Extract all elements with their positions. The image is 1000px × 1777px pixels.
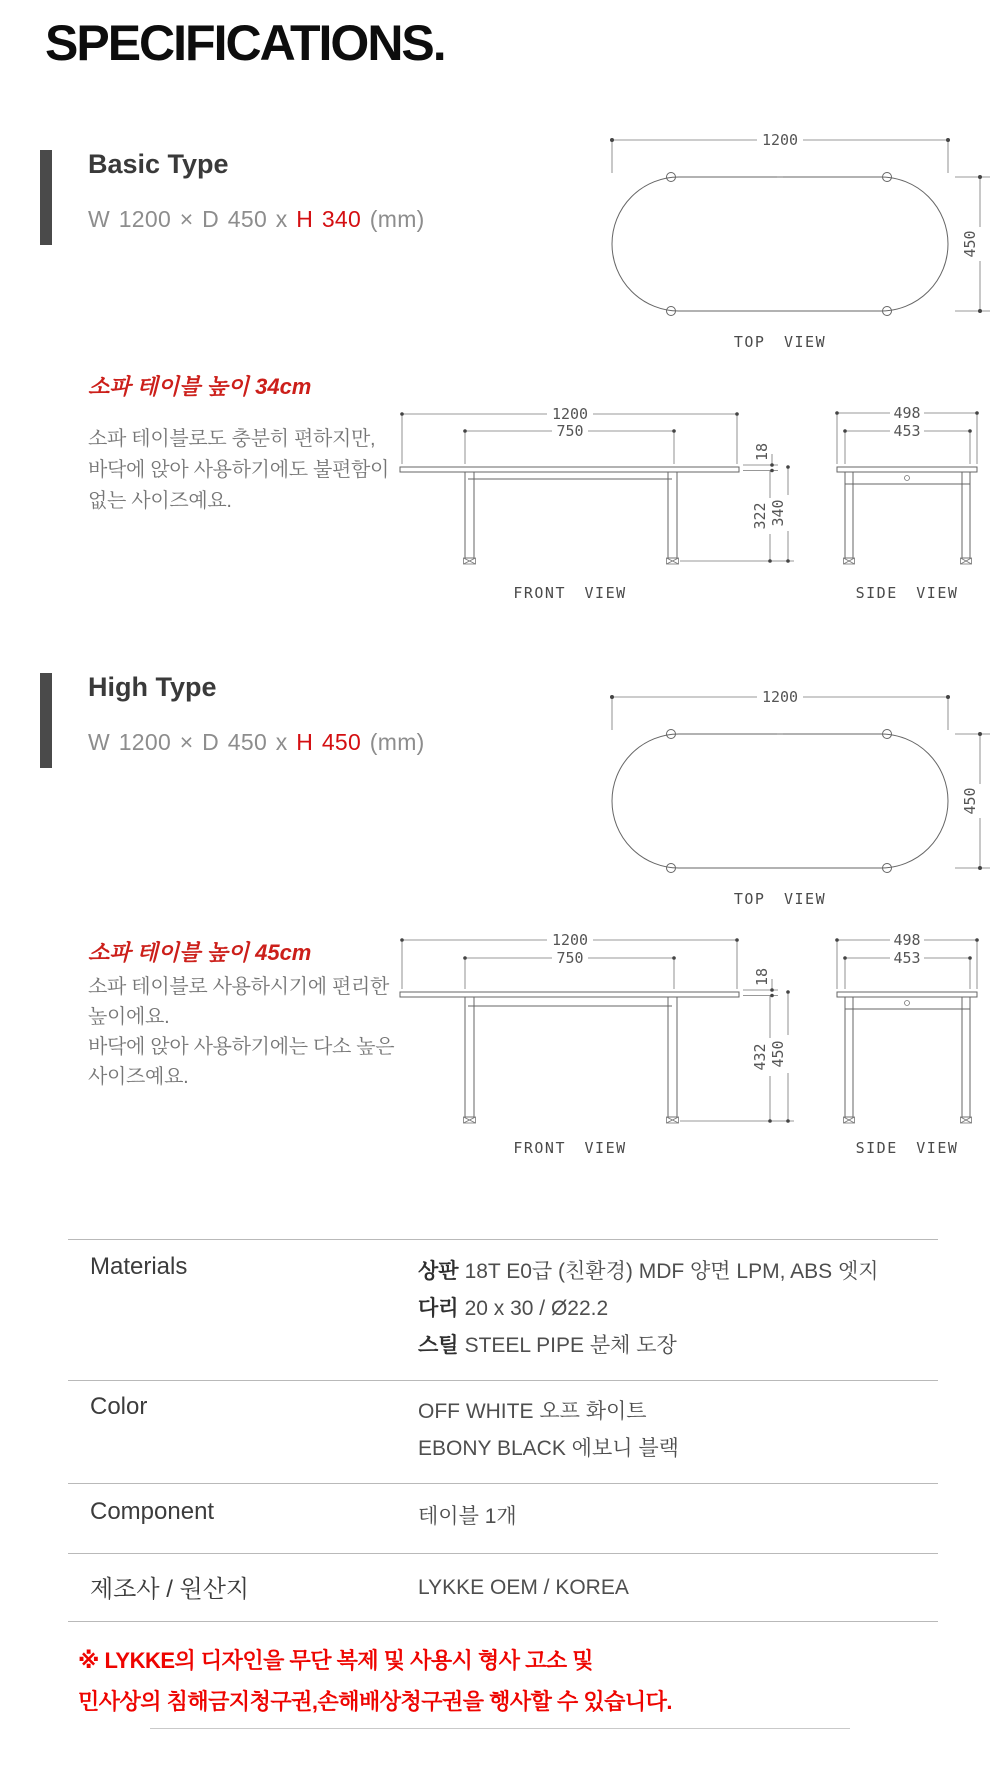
value-line: OFF WHITE 오프 화이트 <box>418 1400 647 1423</box>
table-row-component <box>68 1483 938 1553</box>
row-value <box>418 1569 938 1621</box>
value-line: 스틸 STEEL PIPE 분체 도장 <box>418 1334 677 1357</box>
high-type-accent-bar <box>40 673 52 768</box>
basic-note-title: 소파 테이블 높이 34cm <box>88 374 312 399</box>
high-front-legheight-dim: 432 <box>751 1043 769 1071</box>
high-side-view-drawing <box>820 925 1000 1165</box>
basic-height-highlight: H 340 <box>296 206 362 232</box>
high-front-view-label: FRONT VIEW <box>513 1139 627 1157</box>
basic-front-top-thickness-dim: 18 <box>753 442 771 462</box>
table-row-color <box>68 1380 938 1483</box>
high-side-depth-dim: 498 <box>893 931 921 949</box>
high-front-top-thickness-dim: 18 <box>753 967 771 987</box>
basic-top-view-drawing <box>535 115 1000 365</box>
high-top-view-drawing <box>535 672 1000 922</box>
basic-top-depth-dim: 450 <box>961 230 979 258</box>
basic-front-width-dim: 1200 <box>551 405 589 423</box>
high-top-width-dim: 1200 <box>761 688 799 706</box>
high-front-legspan-dim: 750 <box>556 949 584 967</box>
basic-side-view-drawing <box>820 400 1000 610</box>
value-line: EBONY BLACK 에보니 블랙 <box>418 1437 679 1460</box>
spec-table <box>68 1239 938 1622</box>
row-value <box>418 1253 938 1380</box>
basic-front-view-drawing <box>380 400 800 610</box>
high-front-view-drawing <box>380 925 800 1165</box>
row-value <box>418 1498 938 1553</box>
copyright-warning: ※ LYKKE의 디자인을 무단 복제 및 사용시 형사 고소 및 민사상의 침해금지청구권,손해배상청구권을 행사할 수 있습니다. <box>78 1648 672 1714</box>
high-type-dimensions: W 1200 × D 450 x H 450 (mm) <box>88 729 425 755</box>
value-line: 다리 20 x 30 / Ø22.2 <box>418 1297 609 1320</box>
high-type-heading: High Type <box>88 672 217 702</box>
basic-front-totalheight-dim: 340 <box>769 499 787 527</box>
high-side-legspan-dim: 453 <box>893 949 921 967</box>
basic-type-heading: Basic Type <box>88 149 229 179</box>
row-label: Materials <box>90 1253 188 1280</box>
high-top-depth-dim: 450 <box>961 787 979 815</box>
high-side-view-label: SIDE VIEW <box>855 1139 959 1157</box>
row-label: Color <box>90 1393 148 1420</box>
basic-side-depth-dim: 498 <box>893 404 921 422</box>
basic-front-legheight-dim: 322 <box>751 502 769 530</box>
high-note-body: 소파 테이블로 사용하시기에 편리한 높이에요. 바닥에 앉아 사용하기에는 다소 높은 사이즈예요. <box>88 976 395 1088</box>
high-front-width-dim: 1200 <box>551 931 589 949</box>
basic-front-legspan-dim: 750 <box>556 422 584 440</box>
row-label: 제조사 / 원산지 <box>90 1576 250 1603</box>
value-line: 상판 18T E0급 (친환경) MDF 양면 LPM, ABS 엣지 <box>418 1260 879 1283</box>
high-front-totalheight-dim: 450 <box>769 1040 787 1068</box>
basic-front-view-label: FRONT VIEW <box>513 584 627 602</box>
row-label: Component <box>90 1498 215 1525</box>
value-line: 테이블 1개 <box>418 1505 517 1528</box>
page-title: SPECIFICATIONS. <box>45 15 445 71</box>
value-line: LYKKE OEM / KOREA <box>418 1576 629 1599</box>
basic-side-legspan-dim: 453 <box>893 422 921 440</box>
high-note-title: 소파 테이블 높이 45cm <box>88 940 312 965</box>
basic-side-view-label: SIDE VIEW <box>855 584 959 602</box>
table-row-manufacturer <box>68 1553 938 1622</box>
high-top-view-label: TOP VIEW <box>733 890 827 908</box>
basic-top-width-dim: 1200 <box>761 131 799 149</box>
basic-type-dimensions: W 1200 × D 450 x H 340 (mm) <box>88 206 425 232</box>
basic-note-body: 소파 테이블로도 충분히 편하지만, 바닥에 앉아 사용하기에도 불편함이 없는 사이즈예요. <box>88 428 390 512</box>
high-height-highlight: H 450 <box>296 729 362 755</box>
basic-top-view-label: TOP VIEW <box>733 333 827 351</box>
basic-type-accent-bar <box>40 150 52 245</box>
bottom-divider <box>150 1728 850 1729</box>
row-value <box>418 1393 938 1483</box>
table-row-materials <box>68 1239 938 1380</box>
